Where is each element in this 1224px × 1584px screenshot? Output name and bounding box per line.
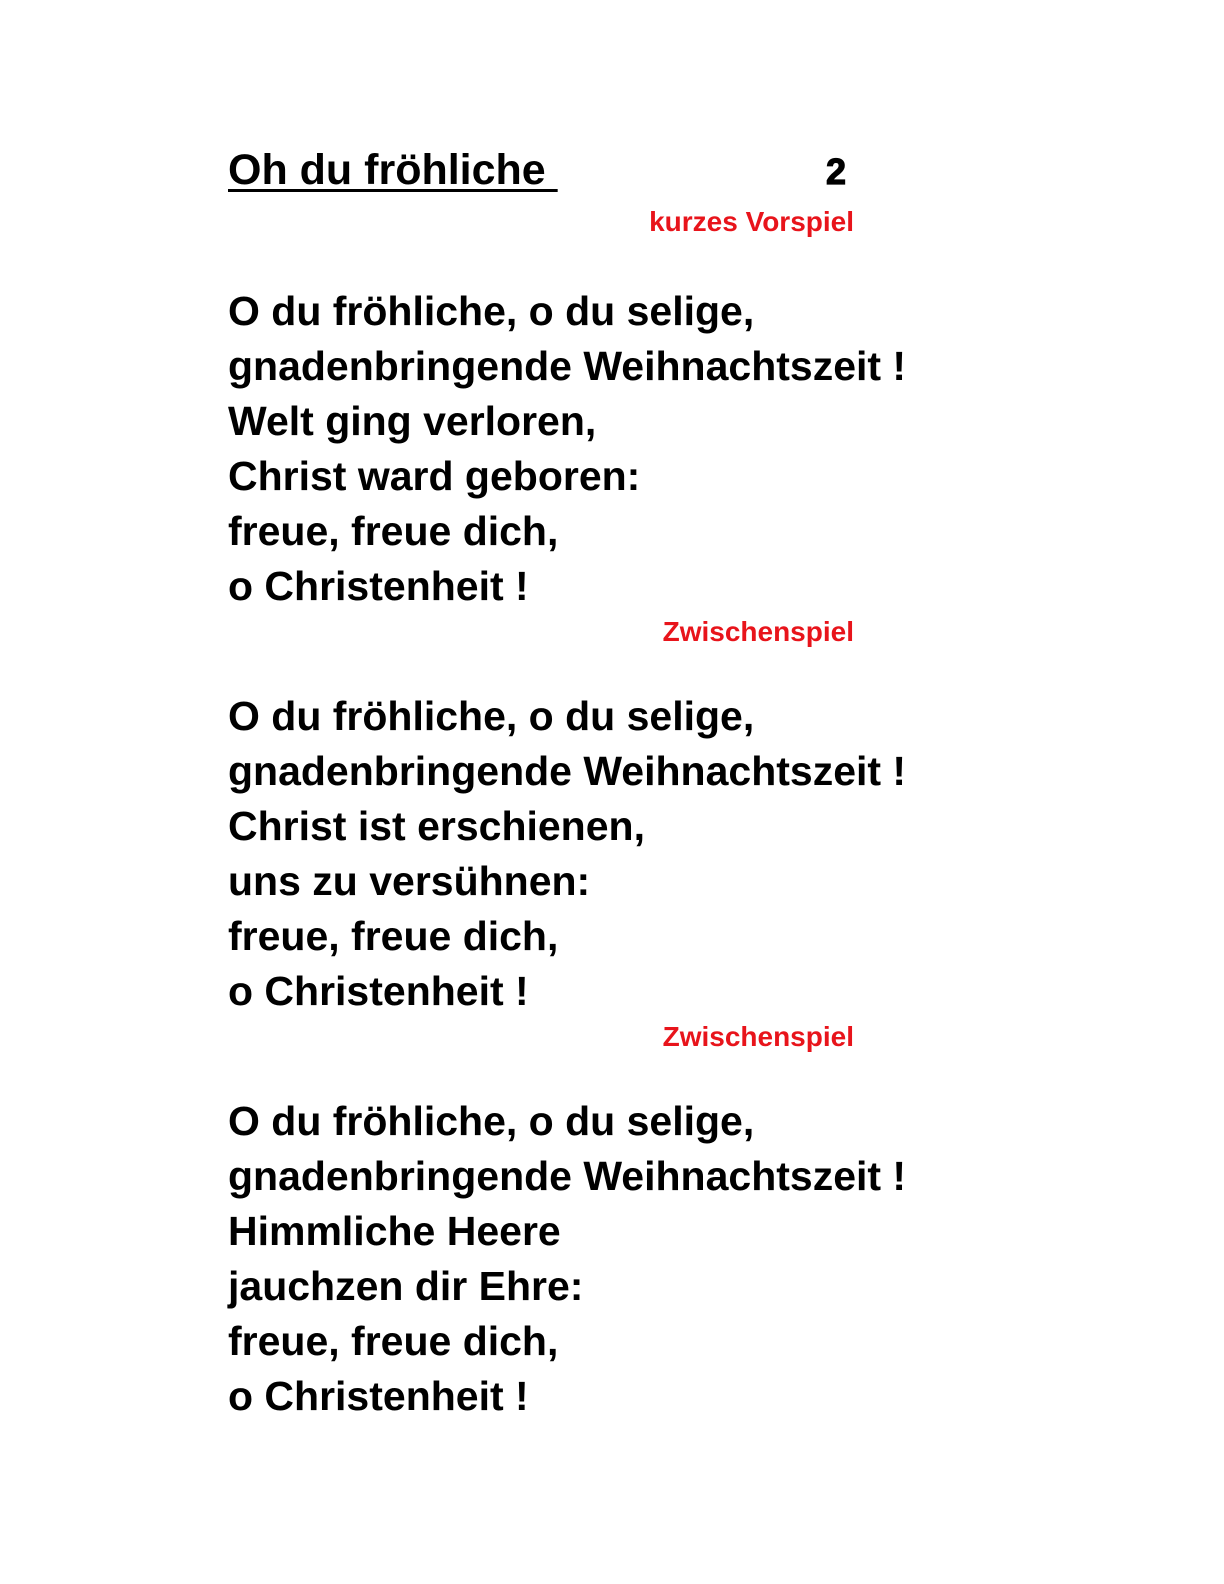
verse-line: Christ ward geboren: xyxy=(228,453,641,499)
song-number: 2 xyxy=(826,151,847,192)
verse-line: O du fröhliche, o du selige, xyxy=(228,288,755,334)
verse-line: o Christenheit ! xyxy=(228,968,529,1014)
verse-line: uns zu versühnen: xyxy=(228,858,591,904)
verse-line: Welt ging verloren, xyxy=(228,398,597,444)
verse-line: o Christenheit ! xyxy=(228,563,529,609)
verse-line: gnadenbringende Weihnachtszeit ! xyxy=(228,748,907,794)
verse-line: jauchzen dir Ehre: xyxy=(228,1263,584,1309)
verse-line: gnadenbringende Weihnachtszeit ! xyxy=(228,343,907,389)
song-title: Oh du fröhliche xyxy=(228,146,558,194)
verse-line: gnadenbringende Weihnachtszeit ! xyxy=(228,1153,907,1199)
verse-line: O du fröhliche, o du selige, xyxy=(228,693,755,739)
verse-line: Christ ist erschienen, xyxy=(228,803,645,849)
verse-line: freue, freue dich, xyxy=(228,1318,559,1364)
verse-1 xyxy=(228,284,906,614)
verse-line: freue, freue dich, xyxy=(228,913,559,959)
verse-2 xyxy=(228,689,906,1019)
intro-cue: kurzes Vorspiel xyxy=(649,206,854,237)
verse-line: freue, freue dich, xyxy=(228,508,559,554)
verse-3 xyxy=(228,1094,906,1424)
verse-line: o Christenheit ! xyxy=(228,1373,529,1419)
interlude-cue: Zwischenspiel xyxy=(662,616,854,647)
interlude-cue: Zwischenspiel xyxy=(662,1021,854,1052)
verse-line: O du fröhliche, o du selige, xyxy=(228,1098,755,1144)
verse-line: Himmliche Heere xyxy=(228,1208,561,1254)
